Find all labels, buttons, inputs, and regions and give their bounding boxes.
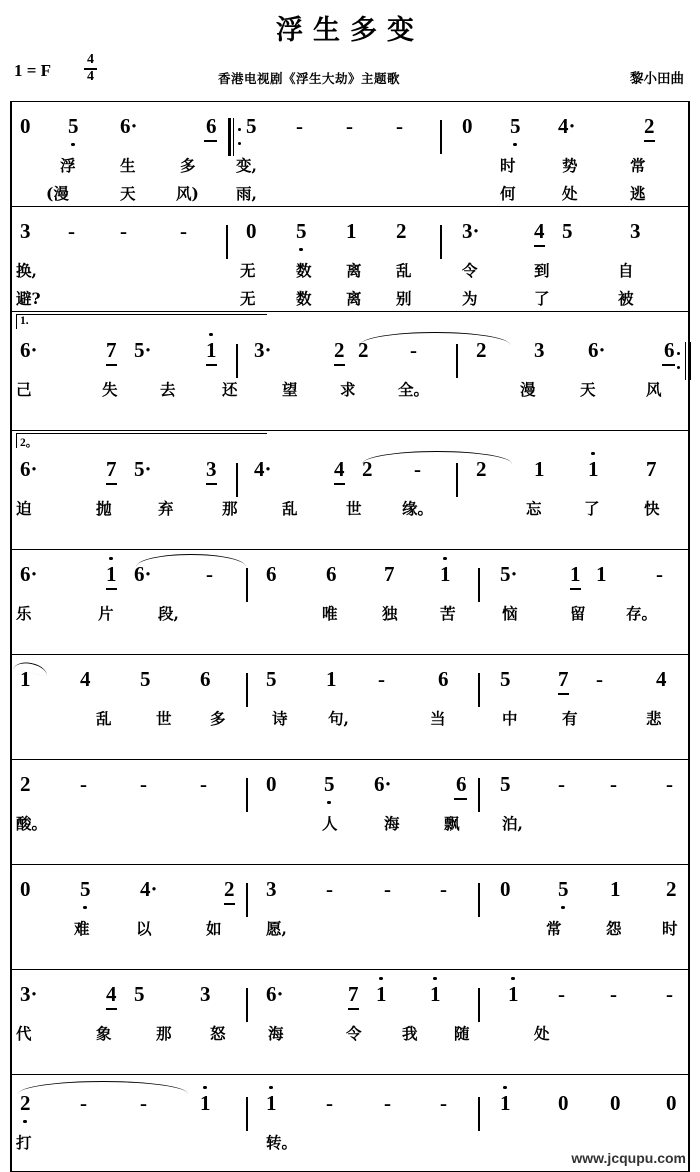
note: 3: [630, 219, 641, 243]
note: 5: [500, 667, 511, 691]
note: 6: [664, 338, 675, 362]
time-signature: [84, 53, 97, 84]
barline: [246, 568, 248, 602]
lyric: 人: [322, 814, 338, 833]
lyric: 留: [570, 604, 586, 623]
lyric: 雨,: [236, 184, 257, 203]
lyric: 乱: [96, 709, 112, 728]
note: 7: [106, 457, 117, 481]
slur: [18, 1081, 188, 1094]
note: 6: [326, 562, 337, 586]
lyric: 难: [74, 919, 90, 938]
note: 7: [106, 338, 117, 362]
lyric: 漫: [520, 380, 536, 399]
lyric-row-2: [10, 182, 690, 208]
key-signature: 1 = F: [14, 61, 52, 80]
note: 0: [20, 877, 31, 901]
lyric: 酸。: [16, 814, 48, 833]
note: 0: [610, 1091, 621, 1115]
lyric: 唯: [322, 604, 338, 623]
lyric: 忘: [526, 499, 542, 518]
note: -: [346, 114, 353, 138]
repeat-start-sign: [228, 118, 237, 156]
note: 4: [106, 982, 117, 1006]
lyric: 浮: [60, 156, 76, 175]
note: 3: [206, 457, 217, 481]
note: 1: [326, 667, 337, 691]
lyric: 令: [462, 261, 478, 280]
lyric: 望: [282, 380, 298, 399]
note: -: [296, 114, 303, 138]
note: 5: [324, 772, 335, 796]
note-row: [10, 219, 690, 253]
lyric: 海: [268, 1024, 284, 1043]
slur: [13, 660, 48, 677]
note: -: [378, 667, 385, 691]
note: 6·: [374, 772, 392, 796]
note: 5·: [500, 562, 518, 586]
note: 2: [334, 338, 345, 362]
lyric: 了: [584, 499, 600, 518]
note: 0: [462, 114, 473, 138]
note: 6: [438, 667, 449, 691]
note: 1: [376, 982, 387, 1006]
lyric: 愿,: [266, 919, 287, 938]
note: 1: [106, 562, 117, 586]
system-2: [10, 206, 690, 311]
note: 1: [430, 982, 441, 1006]
slur: [360, 332, 510, 345]
lyric: 打: [16, 1133, 32, 1152]
note: 6: [456, 772, 467, 796]
note-row: [10, 1091, 690, 1125]
note: 4·: [140, 877, 158, 901]
note: 5: [266, 667, 277, 691]
note: 0: [246, 219, 257, 243]
note: -: [656, 562, 663, 586]
lyric: 中: [502, 709, 518, 728]
note: 6·: [20, 562, 38, 586]
note: 6·: [120, 114, 138, 138]
volta-label: 1.: [20, 315, 29, 327]
note: 5: [140, 667, 151, 691]
note-row: [10, 772, 690, 806]
lyric: 独: [382, 604, 398, 623]
lyric-row-1: [10, 707, 690, 737]
note: 2: [476, 338, 487, 362]
lyric: 生: [120, 156, 136, 175]
note: -: [440, 1091, 447, 1115]
lyric: 海: [384, 814, 400, 833]
note: -: [180, 219, 187, 243]
note: 3: [200, 982, 211, 1006]
lyric: 失: [102, 380, 118, 399]
lyric: 被: [618, 289, 634, 308]
lyric: 风): [176, 184, 199, 203]
note: 6·: [20, 457, 38, 481]
volta-bracket-1: [16, 314, 267, 329]
lyric: 当: [430, 709, 446, 728]
lyric: 那: [222, 499, 238, 518]
score-subtitle: 香港电视剧《浮生大劫》主题歌: [218, 72, 401, 86]
lyric: 风: [646, 380, 662, 399]
system-3: [10, 311, 690, 430]
score-header: [0, 53, 700, 97]
lyric: 无: [240, 261, 256, 280]
note: 6·: [20, 338, 38, 362]
lyric: 己: [16, 380, 32, 399]
system-1: [10, 101, 690, 206]
lyric: 转。: [266, 1133, 298, 1152]
lyric: 乱: [396, 261, 412, 280]
lyric: 变,: [236, 156, 257, 175]
note: 6·: [266, 982, 284, 1006]
note: -: [200, 772, 207, 796]
lyric: 片: [98, 604, 114, 623]
composer-credit: 黎小田曲: [630, 71, 684, 86]
note: 0: [666, 1091, 677, 1115]
lyric: 势: [562, 156, 578, 175]
lyric: 句,: [328, 709, 349, 728]
lyric: 抛: [96, 499, 112, 518]
note-row: [10, 982, 690, 1016]
note: -: [410, 338, 417, 362]
lyric: 处: [534, 1024, 550, 1043]
volta-bracket-2: [16, 433, 267, 448]
barline: [246, 778, 248, 812]
note: 5: [68, 114, 79, 138]
lyric-row-1: [10, 1022, 690, 1052]
note: 0: [266, 772, 277, 796]
barline: [246, 988, 248, 1022]
lyric: 世: [156, 709, 172, 728]
barline: [236, 463, 238, 497]
lyric: 以: [136, 919, 152, 938]
note: 4·: [254, 457, 272, 481]
barline: [478, 883, 480, 917]
note-row: [10, 877, 690, 911]
lyric-row-1: [10, 497, 690, 527]
note: 5: [134, 982, 145, 1006]
lyric: 苦: [440, 604, 456, 623]
note: 4: [534, 219, 545, 243]
note: 4: [656, 667, 667, 691]
lyric: 天: [580, 380, 596, 399]
lyric: 求: [340, 380, 356, 399]
lyric: 怨: [606, 919, 622, 938]
lyric: 全。: [398, 380, 430, 399]
lyric-row-1: [10, 602, 690, 632]
note: 1: [570, 562, 581, 586]
note: 1: [206, 338, 217, 362]
note: -: [140, 1091, 147, 1115]
note: -: [558, 772, 565, 796]
note-row: [10, 457, 690, 491]
lyric: 世: [346, 499, 362, 518]
note: 0: [558, 1091, 569, 1115]
barline: [246, 883, 248, 917]
note: -: [384, 877, 391, 901]
lyric: 多: [210, 709, 226, 728]
barline: [226, 225, 228, 259]
volta-label: 2。: [20, 437, 38, 449]
lyric-row-1: [10, 378, 690, 408]
barline: [456, 463, 458, 497]
lyric: 了: [534, 289, 550, 308]
lyric: 还: [222, 380, 238, 399]
slur: [136, 554, 246, 567]
lyric: 弃: [158, 499, 174, 518]
repeat-end-sign: [682, 342, 691, 380]
note: -: [666, 772, 673, 796]
note: -: [414, 457, 421, 481]
barline: [478, 988, 480, 1022]
note-row: [10, 338, 690, 372]
note: 6: [266, 562, 277, 586]
lyric: 自: [618, 261, 634, 280]
slur: [362, 451, 512, 464]
note: 6·: [134, 562, 152, 586]
lyric: 恼: [502, 604, 518, 623]
note: -: [596, 667, 603, 691]
note-row: [10, 562, 690, 596]
note: 5·: [134, 457, 152, 481]
lyric: 诗: [272, 709, 288, 728]
note: 7: [348, 982, 359, 1006]
lyric: 时: [662, 919, 678, 938]
system-4: [10, 430, 690, 549]
note: -: [326, 877, 333, 901]
note: 1: [508, 982, 519, 1006]
lyric: 缘。: [402, 499, 434, 518]
note-row: [10, 114, 690, 148]
note: 1: [20, 667, 31, 691]
lyric: 逃: [630, 184, 646, 203]
note: 5: [510, 114, 521, 138]
note: 3·: [254, 338, 272, 362]
note: 7: [558, 667, 569, 691]
lyric-row-1: [10, 917, 690, 947]
lyric: 悲: [646, 709, 662, 728]
note: 6: [200, 667, 211, 691]
lyric: 常: [546, 919, 562, 938]
note: 5: [562, 219, 573, 243]
note: 5: [296, 219, 307, 243]
note: 1: [588, 457, 599, 481]
lyric: 乐: [16, 604, 32, 623]
note: 1: [200, 1091, 211, 1115]
lyric: 多: [180, 156, 196, 175]
note: 6·: [588, 338, 606, 362]
note: 1: [596, 562, 607, 586]
note: -: [610, 772, 617, 796]
lyric: 快: [644, 499, 660, 518]
lyric: 离: [346, 261, 362, 280]
note: -: [120, 219, 127, 243]
barline: [246, 673, 248, 707]
note: 4: [80, 667, 91, 691]
note: 3·: [462, 219, 480, 243]
note: -: [610, 982, 617, 1006]
barline: [478, 568, 480, 602]
note: -: [140, 772, 147, 796]
barline: [478, 1097, 480, 1131]
note: 2: [644, 114, 655, 138]
note: -: [384, 1091, 391, 1115]
note: 5·: [134, 338, 152, 362]
lyric: 数: [296, 289, 312, 308]
lyric: 去: [160, 380, 176, 399]
lyric: 随: [454, 1024, 470, 1043]
lyric: 数: [296, 261, 312, 280]
note: 0: [500, 877, 511, 901]
note: 5: [246, 114, 257, 138]
note: 6: [206, 114, 217, 138]
page-title: 浮生多变: [276, 15, 424, 46]
note: 2: [476, 457, 487, 481]
note: 1: [440, 562, 451, 586]
lyric: 怒: [210, 1024, 226, 1043]
lyric: 象: [96, 1024, 112, 1043]
system-7: [10, 759, 690, 864]
note: 2: [358, 338, 369, 362]
note: 3: [266, 877, 277, 901]
note: 7: [646, 457, 657, 481]
barline: [440, 225, 442, 259]
lyric: 代: [16, 1024, 32, 1043]
lyric: 何: [500, 184, 516, 203]
note: 3: [534, 338, 545, 362]
note: 2: [224, 877, 235, 901]
barline: [246, 1097, 248, 1131]
lyric: 常: [630, 156, 646, 175]
barline: [456, 344, 458, 378]
lyric: 如: [206, 919, 222, 938]
barline: [478, 673, 480, 707]
lyric: 换,: [16, 261, 37, 280]
note-row: [10, 667, 690, 701]
system-6: [10, 654, 690, 759]
lyric: 到: [534, 261, 550, 280]
time-signature-numerator: 4: [84, 53, 97, 70]
lyric: 离: [346, 289, 362, 308]
note: 3·: [20, 982, 38, 1006]
note: 4: [334, 457, 345, 481]
lyric: 别: [396, 289, 412, 308]
lyric: 避?: [16, 289, 41, 308]
note: 5: [500, 772, 511, 796]
note: 1: [500, 1091, 511, 1115]
lyric: 迫: [16, 499, 32, 518]
system-5: [10, 549, 690, 654]
note: 0: [20, 114, 31, 138]
barline: [478, 778, 480, 812]
note: -: [666, 982, 673, 1006]
lyric: 乱: [282, 499, 298, 518]
note: 4·: [558, 114, 576, 138]
note: -: [396, 114, 403, 138]
lyric: 存。: [626, 604, 658, 623]
note: 1: [346, 219, 357, 243]
note: 1: [266, 1091, 277, 1115]
note: 2: [362, 457, 373, 481]
note: -: [326, 1091, 333, 1115]
time-signature-denominator: 4: [87, 68, 94, 84]
note: 7: [384, 562, 395, 586]
lyric: (漫: [46, 184, 69, 203]
note: 2: [20, 772, 31, 796]
note: 2: [20, 1091, 31, 1115]
lyric: 有: [562, 709, 578, 728]
lyric: 无: [240, 289, 256, 308]
lyric: 我: [402, 1024, 418, 1043]
barline: [440, 120, 442, 154]
note: 1: [610, 877, 621, 901]
barline: [236, 344, 238, 378]
note: 1: [534, 457, 545, 481]
note: 5: [558, 877, 569, 901]
lyric-row-1: [10, 154, 690, 184]
watermark: www.jcqupu.com: [571, 1150, 686, 1166]
note: -: [80, 772, 87, 796]
lyric: 飘: [444, 814, 460, 833]
lyric: 泊,: [502, 814, 523, 833]
lyric: 天: [120, 184, 136, 203]
note: -: [206, 562, 213, 586]
note: -: [80, 1091, 87, 1115]
lyric: 那: [156, 1024, 172, 1043]
system-8: [10, 864, 690, 969]
lyric-row-1: [10, 259, 690, 289]
note: -: [440, 877, 447, 901]
lyric-row-1: [10, 812, 690, 842]
lyric: 令: [346, 1024, 362, 1043]
note: 5: [80, 877, 91, 901]
note: 3: [20, 219, 31, 243]
note: -: [558, 982, 565, 1006]
system-9: [10, 969, 690, 1074]
lyric: 为: [462, 289, 478, 308]
lyric: 处: [562, 184, 578, 203]
note: 2: [396, 219, 407, 243]
note: -: [68, 219, 75, 243]
note: 2: [666, 877, 677, 901]
lyric: 段,: [158, 604, 179, 623]
lyric: 时: [500, 156, 516, 175]
lyric-row-2: [10, 287, 690, 313]
